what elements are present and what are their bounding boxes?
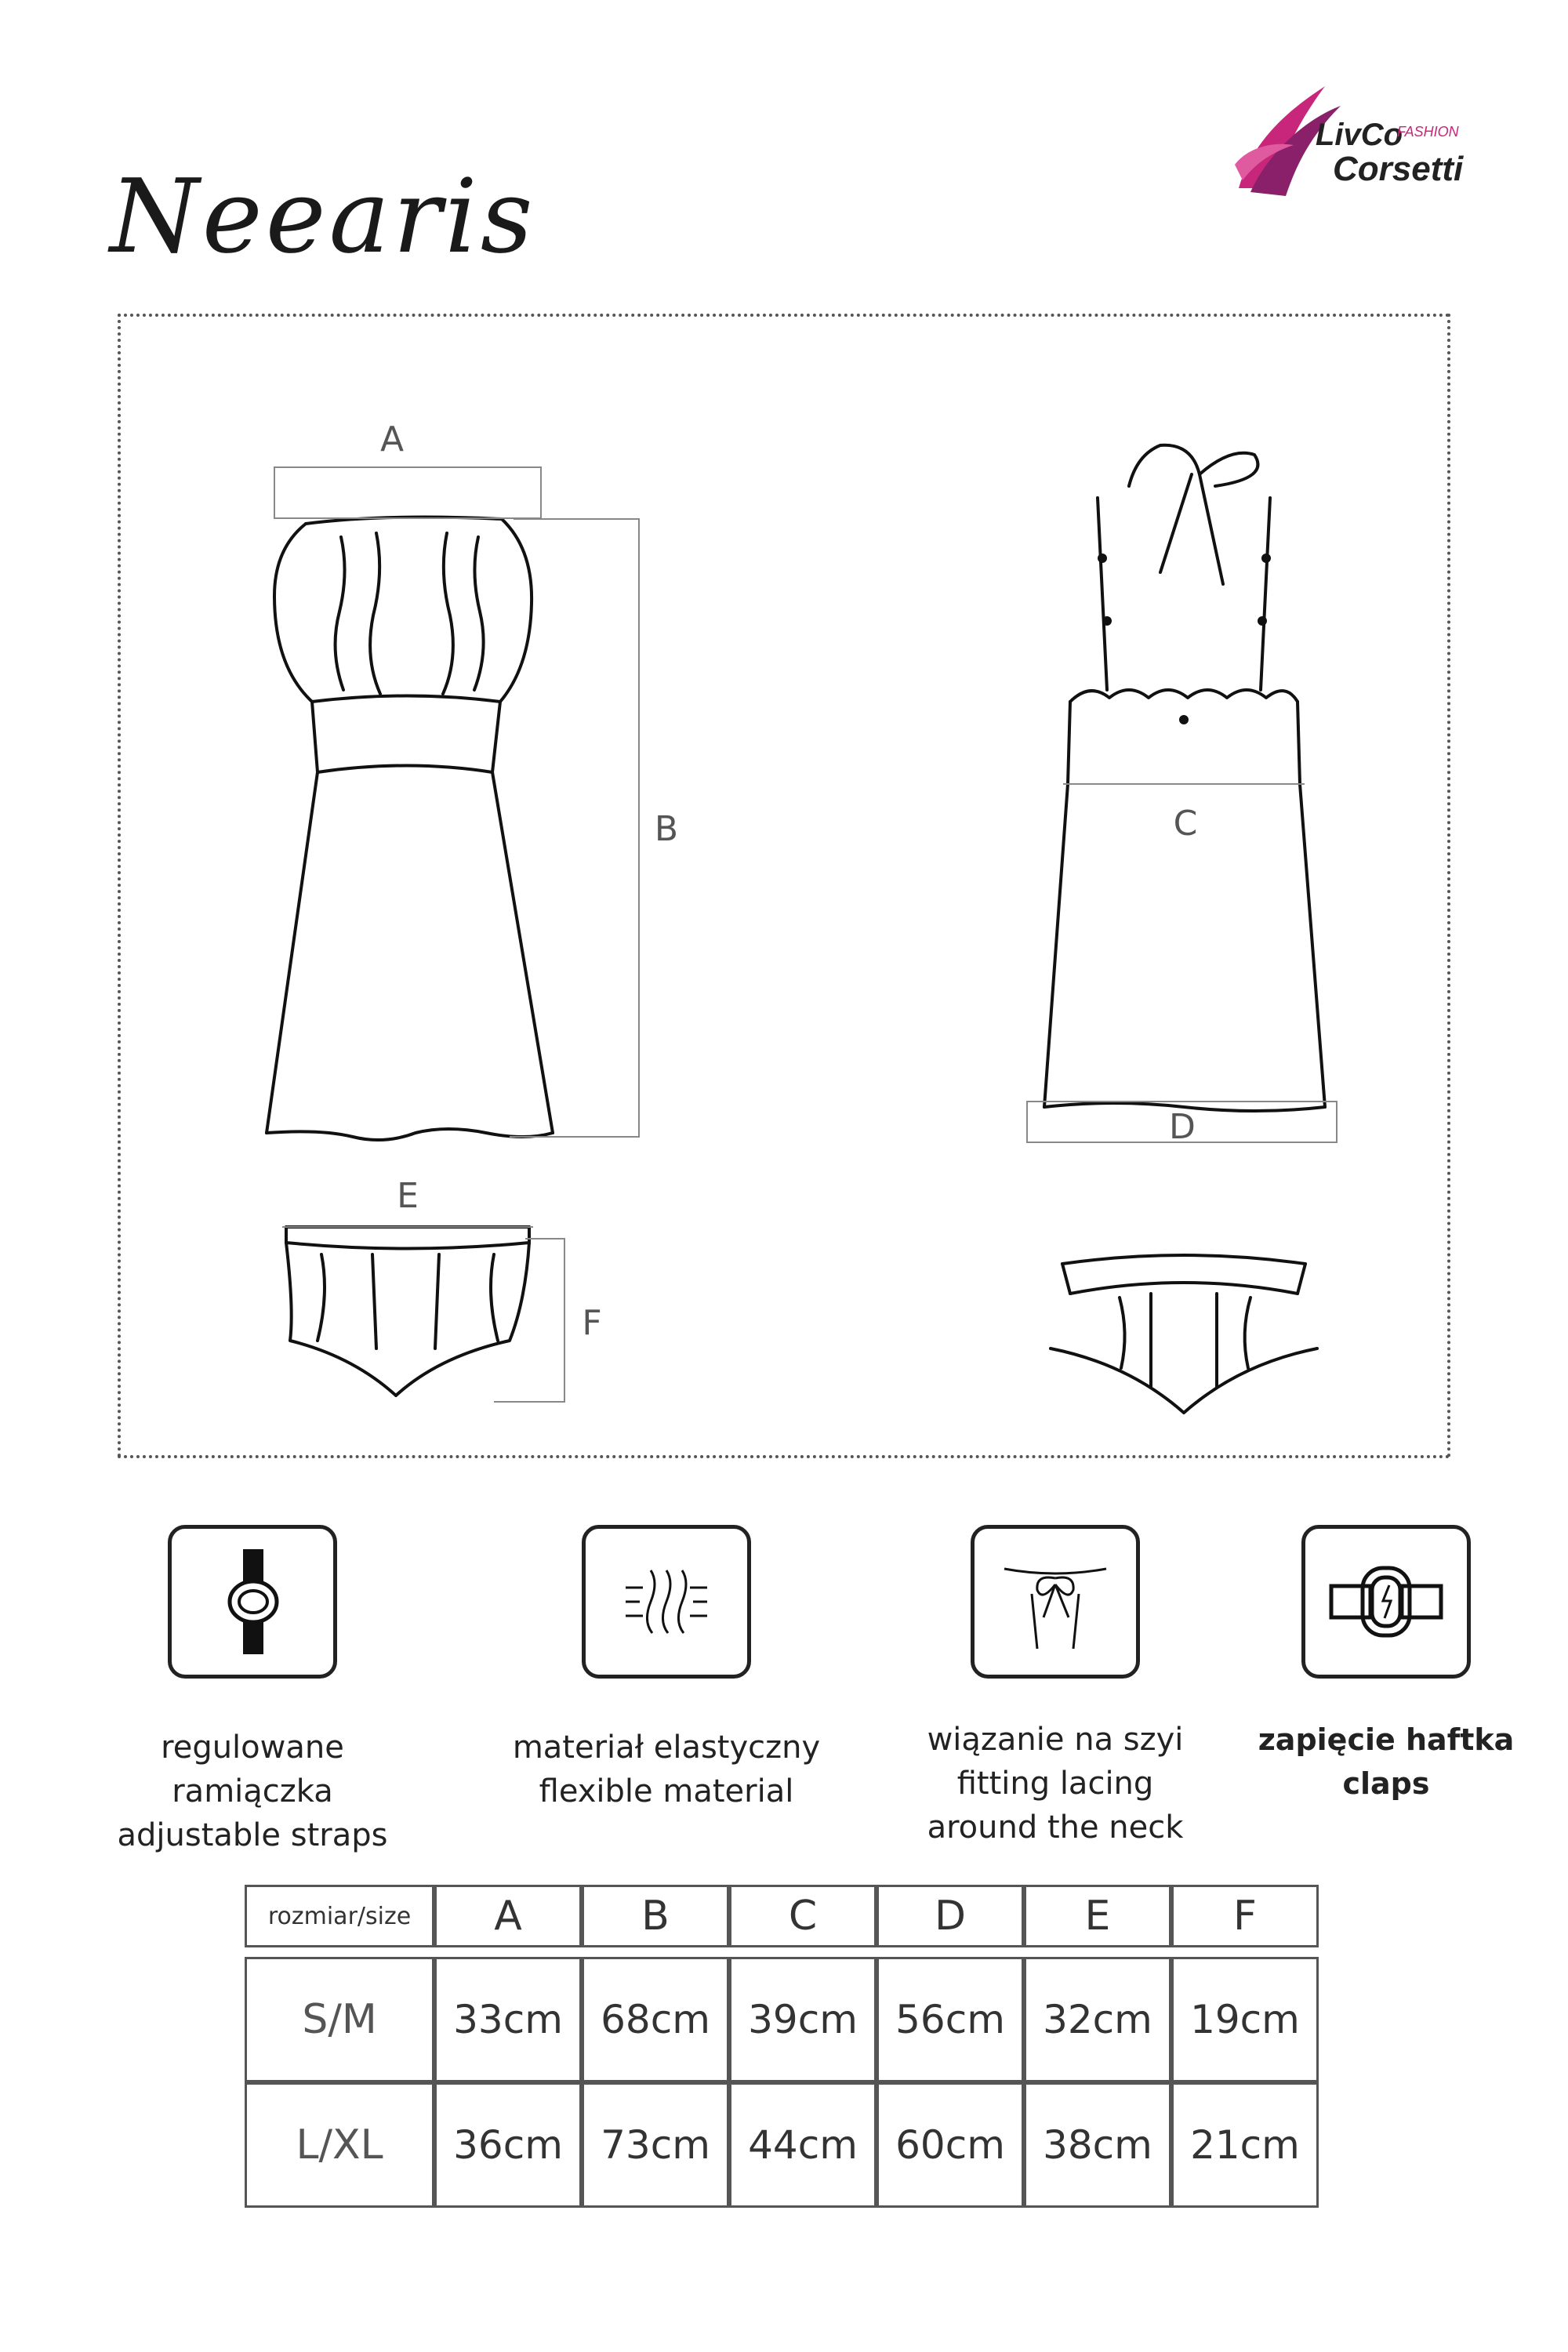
- strap-adjusters: [1098, 554, 1271, 724]
- size-table-corner: rozmiar/size: [245, 1885, 434, 1947]
- table-row: [245, 1957, 1319, 2082]
- size-cell: L/XL: [245, 2082, 434, 2208]
- brand-logo: [1223, 71, 1474, 212]
- measurement-guides: [274, 467, 1337, 1402]
- size-table-header: [245, 1885, 1319, 1947]
- back-chemise: [1044, 445, 1325, 1111]
- table-cell: 44cm: [729, 2082, 877, 2208]
- front-chemise: [267, 517, 553, 1140]
- feature-2-line1: materiał elastyczny: [512, 1730, 821, 1766]
- column-header: E: [1024, 1885, 1171, 1947]
- brand-line2: Corsetti: [1333, 150, 1464, 188]
- size-table: [245, 1885, 1319, 2208]
- label-F: F: [582, 1303, 602, 1343]
- table-cell: 33cm: [434, 1957, 582, 2082]
- label-C: C: [1173, 804, 1198, 844]
- table-row: [245, 2082, 1319, 2208]
- label-E: E: [397, 1176, 419, 1216]
- feature-adjustable-straps: [88, 1525, 417, 1857]
- table-cell: 32cm: [1024, 1957, 1171, 2082]
- feature-neck-lacing: [891, 1525, 1220, 1849]
- front-panties: [286, 1227, 529, 1396]
- column-header: F: [1171, 1885, 1319, 1947]
- column-header: D: [877, 1885, 1024, 1947]
- hook-clasp-icon: [1301, 1525, 1471, 1679]
- table-cell: 56cm: [877, 1957, 1024, 2082]
- size-cell: S/M: [245, 1957, 434, 2082]
- label-D: D: [1169, 1107, 1196, 1147]
- elastic-material-icon: [582, 1525, 751, 1679]
- feature-1-line1: regulowane ramiączka: [161, 1730, 344, 1809]
- back-panties: [1051, 1255, 1317, 1413]
- column-header: B: [582, 1885, 729, 1947]
- feature-hook-clasp: [1221, 1525, 1551, 1806]
- table-cell: 21cm: [1171, 2082, 1319, 2208]
- label-A: A: [379, 419, 405, 459]
- feature-3-line1: wiązanie na szyi: [927, 1722, 1184, 1758]
- feature-3-line3: around the neck: [927, 1809, 1184, 1846]
- label-B: B: [654, 809, 679, 849]
- table-cell: 36cm: [434, 2082, 582, 2208]
- feature-flexible-material: [502, 1525, 831, 1813]
- feature-3-line2: fitting lacing: [956, 1766, 1154, 1802]
- feature-4-line1: zapięcie haftka: [1258, 1722, 1515, 1757]
- column-header: C: [729, 1885, 877, 1947]
- feature-4-line2: claps: [1342, 1766, 1430, 1801]
- adjustable-strap-icon: [168, 1525, 337, 1679]
- table-cell: 39cm: [729, 1957, 877, 2082]
- garment-diagram: [118, 314, 1450, 1458]
- table-cell: 73cm: [582, 2082, 729, 2208]
- neck-tie-icon: [971, 1525, 1140, 1679]
- table-cell: 38cm: [1024, 2082, 1171, 2208]
- product-title: Neearis: [110, 157, 536, 276]
- column-header: A: [434, 1885, 582, 1947]
- brand-line1: LivCo: [1316, 118, 1403, 152]
- table-cell: 19cm: [1171, 1957, 1319, 2082]
- feature-1-line2: adjustable straps: [117, 1817, 388, 1853]
- table-cell: 68cm: [582, 1957, 729, 2082]
- brand-tag: FASHION: [1397, 124, 1459, 140]
- feature-2-line2: flexible material: [539, 1773, 794, 1809]
- table-cell: 60cm: [877, 2082, 1024, 2208]
